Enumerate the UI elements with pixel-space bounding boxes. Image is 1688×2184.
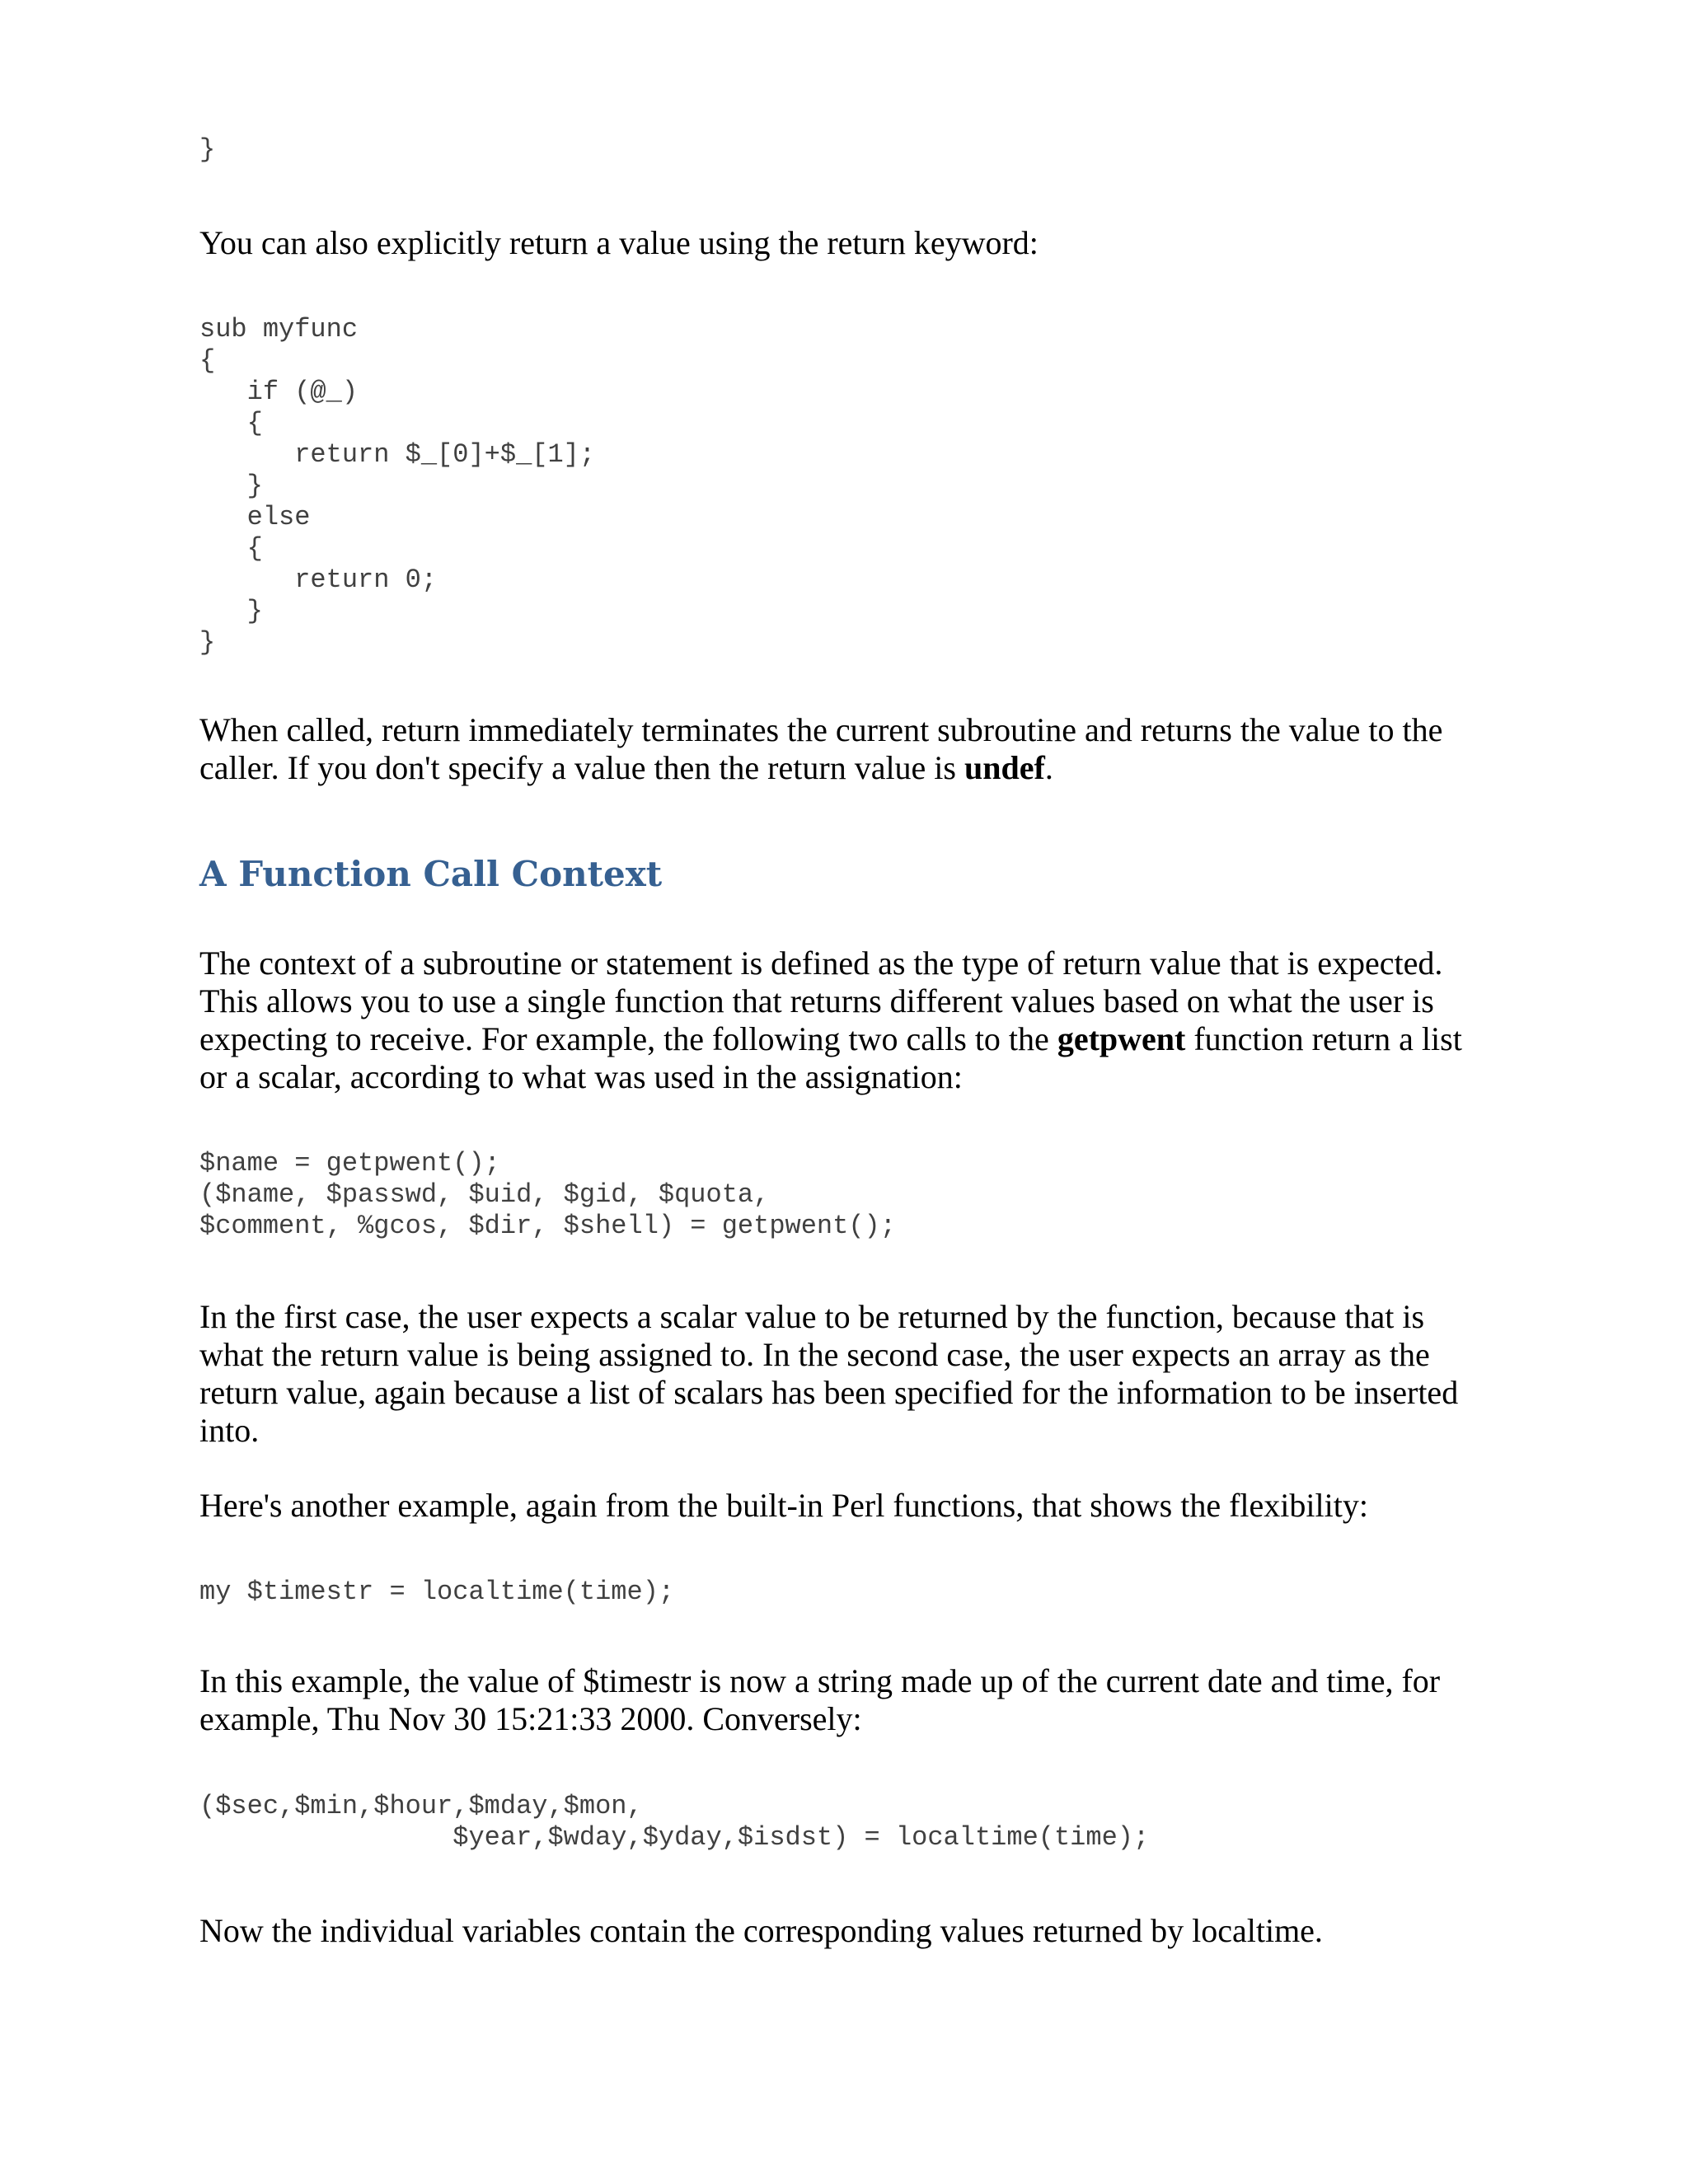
- undef-keyword: undef: [964, 749, 1045, 786]
- paragraph-return-called: [199, 711, 1493, 787]
- code-localtime-list: ($sec,$min,$hour,$mday,$mon, $year,$wday,$yday,$isdst) = localtime(time);: [199, 1791, 1150, 1853]
- section-heading: A Function Call Context: [199, 854, 663, 894]
- paragraph-return-called-end: .: [1044, 749, 1053, 786]
- paragraph-timestr: In this example, the value of $timestr is now a string made up of the current date and time, for example, Thu Nov 30 15:21:33 2000. Conversely:: [199, 1662, 1441, 1737]
- code-myfunc: sub myfunc { if (@_) { return $_[0]+$_[1]; } else { return 0; } }: [199, 314, 596, 658]
- paragraph-context: [199, 944, 1493, 1096]
- code-closing-brace: }: [199, 134, 216, 165]
- paragraph-another-example: Here's another example, again from the built-in Perl functions, that shows the flexibility:: [199, 1487, 1368, 1524]
- paragraph-context-text: The context of a subroutine or statement is defined as the type of return value that is expected. This allows you to use a single function that returns different values based on what the user is expecting to receive. For example, the following two calls to the: [199, 944, 1443, 1057]
- paragraph-first-case: In the first case, the user expects a scalar value to be returned by the function, because that is what the return value is being assigned to. In the second case, the user expects an array as the return value, again because a list of scalars has been specified for the information to be inserted into.: [199, 1298, 1459, 1449]
- paragraph-context-end: function return a list or a scalar, according to what was used in the assignation:: [199, 1020, 1462, 1095]
- paragraph-return-intro: You can also explicitly return a value using the return keyword:: [199, 224, 1039, 261]
- code-getpwent: $name = getpwent(); ($name, $passwd, $uid, $gid, $quota, $comment, %gcos, $dir, $shell) = getpwent();: [199, 1148, 896, 1241]
- document-page: [199, 0, 1493, 2184]
- getpwent-keyword: getpwent: [1057, 1020, 1186, 1057]
- paragraph-return-called-text: When called, return immediately terminates the current subroutine and returns the value to the caller. If you don't specify a value then the return value is: [199, 711, 1443, 786]
- paragraph-individual: Now the individual variables contain the corresponding values returned by localtime.: [199, 1912, 1323, 1949]
- code-timestr: my $timestr = localtime(time);: [199, 1577, 675, 1607]
